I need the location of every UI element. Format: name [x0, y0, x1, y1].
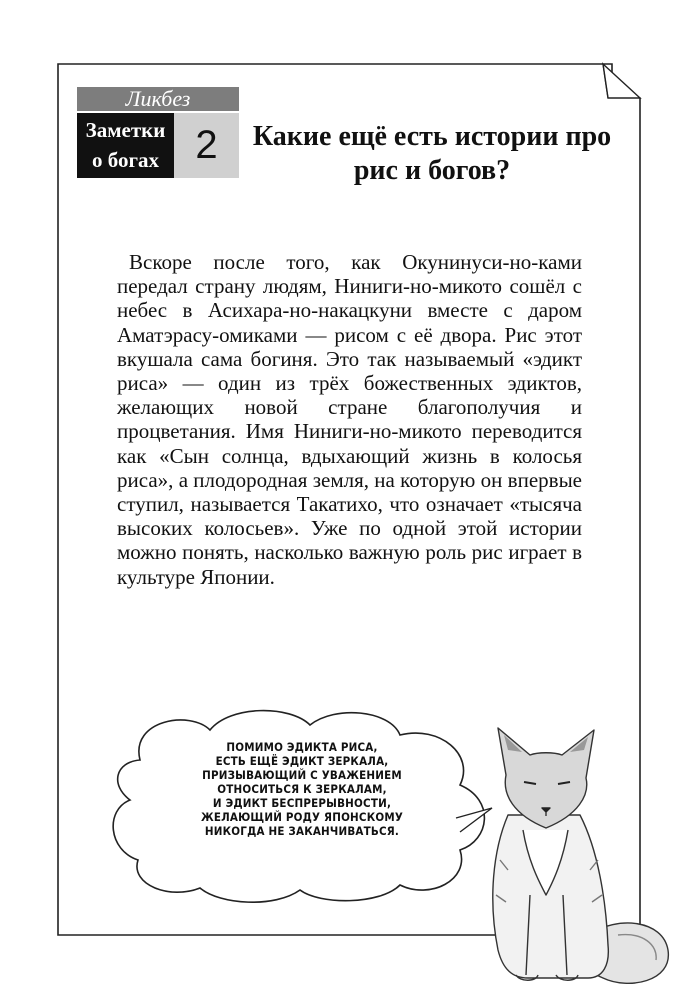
speech-line: ОТНОСИТЬСЯ К ЗЕРКАЛАМ,	[217, 782, 387, 796]
badge-left-line1: Заметки	[85, 118, 166, 142]
badge-left-label	[77, 113, 174, 178]
body-paragraph: Вскоре после того, как Окунинуси-но-ками передал страну людям, Ниниги-но-микото сошёл с небес в Асихара-но-накацкуни вместе с даром Аматэрасу-омиками — рисом с её двора. Рис этот вкушала сама богиня. Это так называемый «эдикт риса» — один из трёх божественных эдиктов, желающих новой стране благополучия и процветания. Имя Ниниги-но-микото переводится как «Сын солнца, вдыхающий жизнь в колосья риса», а плодородная земля, на которую он впервые ступил, называется Такатихо, что означает «тысяча высоких колосьев». Уже по одной этой истории можно понять, насколько важную роль рис играет в культуре Японии.	[117, 250, 582, 589]
speech-line: ПОМИМО ЭДИКТА РИСА,	[226, 740, 378, 754]
speech-line: ЕСТЬ ЕЩЁ ЭДИКТ ЗЕРКАЛА,	[215, 754, 389, 768]
speech-line: НИКОГДА НЕ ЗАКАНЧИВАТЬСЯ.	[204, 824, 400, 838]
speech-line: ЖЕЛАЮЩИЙ РОДУ ЯПОНСКОМУ	[200, 810, 404, 824]
speech-line: И ЭДИКТ БЕСПРЕРЫВНОСТИ,	[212, 796, 392, 810]
badge-left-line2: о богах	[91, 148, 159, 172]
speech-note	[182, 740, 422, 838]
badge-number: 2	[174, 113, 239, 178]
page-title: Какие ещё есть истории про рис и богов?	[252, 121, 612, 186]
fox-illustration	[468, 720, 678, 990]
badge-top-label: Ликбез	[77, 87, 239, 111]
section-badge	[77, 87, 239, 178]
speech-line: ПРИЗЫВАЮЩИЙ С УВАЖЕНИЕМ	[202, 768, 402, 782]
